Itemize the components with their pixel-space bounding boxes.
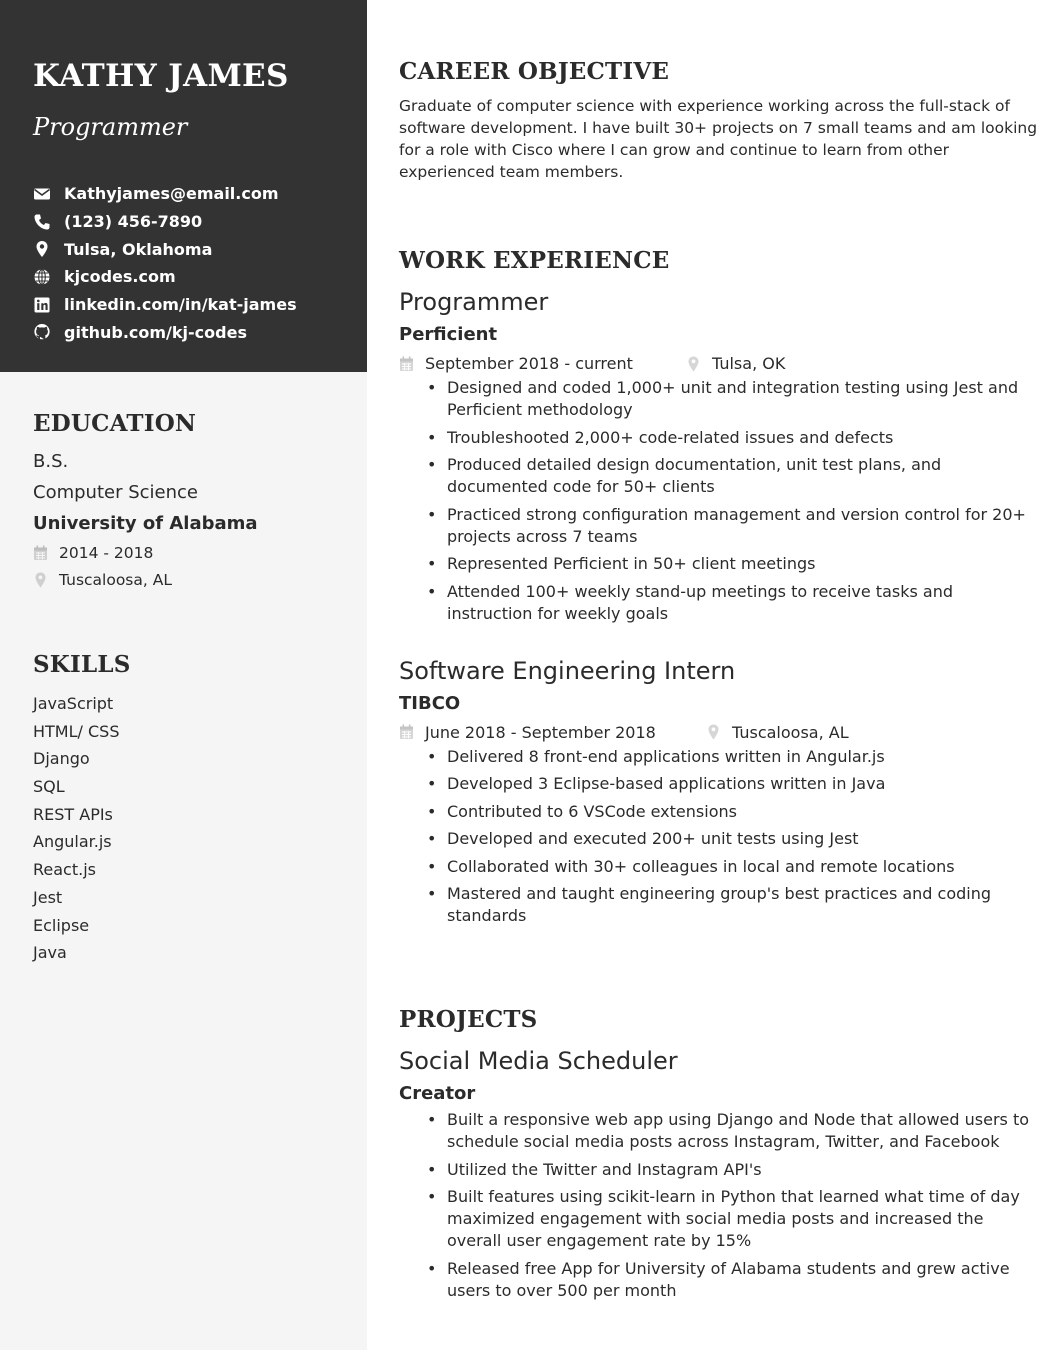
bullet-item: • Collaborated with 30+ colleagues in local and remote locations — [427, 856, 1039, 878]
objective-section — [399, 58, 1039, 183]
job-dates: September 2018 - current — [425, 354, 633, 373]
map-pin-icon — [33, 572, 48, 588]
envelope-icon — [33, 185, 51, 203]
skill-item: HTML/ CSS — [33, 721, 120, 741]
job-title: Programmer — [399, 288, 549, 316]
project-role: Creator — [399, 1083, 476, 1104]
education-section — [33, 410, 353, 593]
skill-item: Django — [33, 749, 90, 769]
calendar-icon — [399, 356, 414, 372]
bullet-item: • Delivered 8 front-end applications written in Angular.js — [427, 746, 1039, 768]
contact-linkedin[interactable] — [33, 291, 297, 319]
skills-heading: SKILLS — [33, 651, 131, 678]
skill-item: REST APIs — [33, 804, 113, 824]
education-dates-row — [33, 539, 353, 566]
skill-item: JavaScript — [33, 694, 114, 713]
bullet-item: • Developed and executed 200+ unit tests using Jest — [427, 828, 1039, 850]
bullet-item: • Mastered and taught engineering group's best practices and coding standards — [427, 883, 1039, 927]
contact-email-text: Kathyjames@email.com — [64, 184, 279, 204]
job-location: Tuscaloosa, AL — [732, 722, 849, 742]
job-location: Tulsa, OK — [712, 354, 786, 373]
job-title: Software Engineering Intern — [399, 656, 736, 685]
header-box — [0, 0, 367, 372]
bullet-item: • Produced detailed design documentation, unit test plans, and documented code for 50+ clients — [427, 454, 1039, 498]
bullet-item: • Built features using scikit-learn in Python that learned what time of day maximized engagement with social media posts and increased the overall user engagement rate by 15% — [427, 1186, 1039, 1252]
contact-phone[interactable] — [33, 208, 297, 236]
bullet-item: • Contributed to 6 VSCode extensions — [427, 801, 1039, 823]
job-company: TIBCO — [399, 692, 461, 714]
education-location: Tuscaloosa, AL — [59, 570, 172, 589]
experience-section — [399, 247, 1039, 933]
skill-item: React.js — [33, 860, 96, 880]
contact-email[interactable] — [33, 180, 297, 208]
projects-section — [399, 1006, 1039, 1307]
bullet-item: • Attended 100+ weekly stand-up meetings to receive tasks and instruction for weekly goals — [427, 581, 1039, 625]
education-heading: EDUCATION — [33, 410, 197, 437]
contact-location-text: Tulsa, Oklahoma — [64, 239, 213, 259]
objective-text: Graduate of computer science with experience working across the full-stack of software development. I have built 30+ projects on 7 small teams and am looking for a role with Cisco where I can grow and continue to learn from other experienced team members. — [399, 97, 1038, 181]
bullet-item: • Troubleshooted 2,000+ code-related issues and defects — [427, 427, 1039, 449]
candidate-role: Programmer — [33, 113, 188, 141]
bullet-item: • Developed 3 Eclipse-based applications written in Java — [427, 773, 1039, 795]
skill-item: Angular.js — [33, 832, 112, 852]
job-bullets — [399, 377, 1039, 625]
contact-github-text: github.com/kj-codes — [64, 322, 247, 342]
education-degree: B.S. — [33, 451, 69, 472]
education-dates: 2014 - 2018 — [59, 543, 154, 562]
skill-item: Eclipse — [33, 915, 90, 935]
calendar-icon — [33, 545, 48, 561]
job-entry — [399, 284, 1039, 625]
bullet-item: • Built a responsive web app using Django and Node that allowed users to schedule social media posts across Instagram, Twitter, and Facebook — [427, 1109, 1039, 1153]
education-location-row — [33, 566, 353, 593]
map-pin-icon — [33, 240, 51, 258]
bullet-item: • Designed and coded 1,000+ unit and integration testing using Jest and Perficient methodology — [427, 377, 1039, 421]
linkedin-icon — [33, 296, 51, 314]
skill-item: SQL — [33, 777, 65, 797]
job-company: Perficient — [399, 324, 498, 345]
phone-icon — [33, 213, 51, 231]
job-dates: June 2018 - September 2018 — [425, 722, 656, 742]
job-meta — [399, 719, 1039, 746]
bullet-item: • Practiced strong configuration management and version control for 20+ projects across 7 teams — [427, 504, 1039, 548]
project-bullets — [399, 1109, 1039, 1302]
map-pin-icon — [706, 724, 721, 740]
candidate-name: KATHY JAMES — [33, 58, 289, 94]
projects-heading: PROJECTS — [399, 1006, 538, 1033]
skills-section — [33, 651, 353, 967]
contact-list — [33, 180, 297, 346]
experience-heading: WORK EXPERIENCE — [399, 247, 670, 274]
globe-icon — [33, 268, 51, 286]
project-entry — [399, 1043, 1039, 1302]
skill-list — [33, 690, 353, 967]
objective-heading: CAREER OBJECTIVE — [399, 58, 670, 85]
contact-website-text: kjcodes.com — [64, 267, 176, 287]
bullet-item: • Represented Perficient in 50+ client meetings — [427, 553, 1039, 575]
project-title: Social Media Scheduler — [399, 1047, 678, 1075]
bullet-item: • Released free App for University of Alabama students and grew active users to over 500 per month — [427, 1258, 1039, 1302]
contact-linkedin-text: linkedin.com/in/kat-james — [64, 295, 297, 315]
job-bullets — [399, 746, 1039, 928]
contact-location — [33, 235, 297, 263]
skill-item: Java — [33, 943, 67, 963]
contact-github[interactable] — [33, 318, 297, 346]
github-icon — [33, 323, 51, 341]
education-school: University of Alabama — [33, 513, 258, 534]
calendar-icon — [399, 724, 414, 740]
skill-item: Jest — [33, 887, 63, 907]
education-field: Computer Science — [33, 482, 198, 503]
job-meta — [399, 350, 1039, 377]
contact-phone-text: (123) 456-7890 — [64, 212, 203, 232]
job-entry — [399, 653, 1039, 928]
contact-website[interactable] — [33, 263, 297, 291]
bullet-item: • Utilized the Twitter and Instagram API's — [427, 1159, 1039, 1181]
map-pin-icon — [686, 356, 701, 372]
